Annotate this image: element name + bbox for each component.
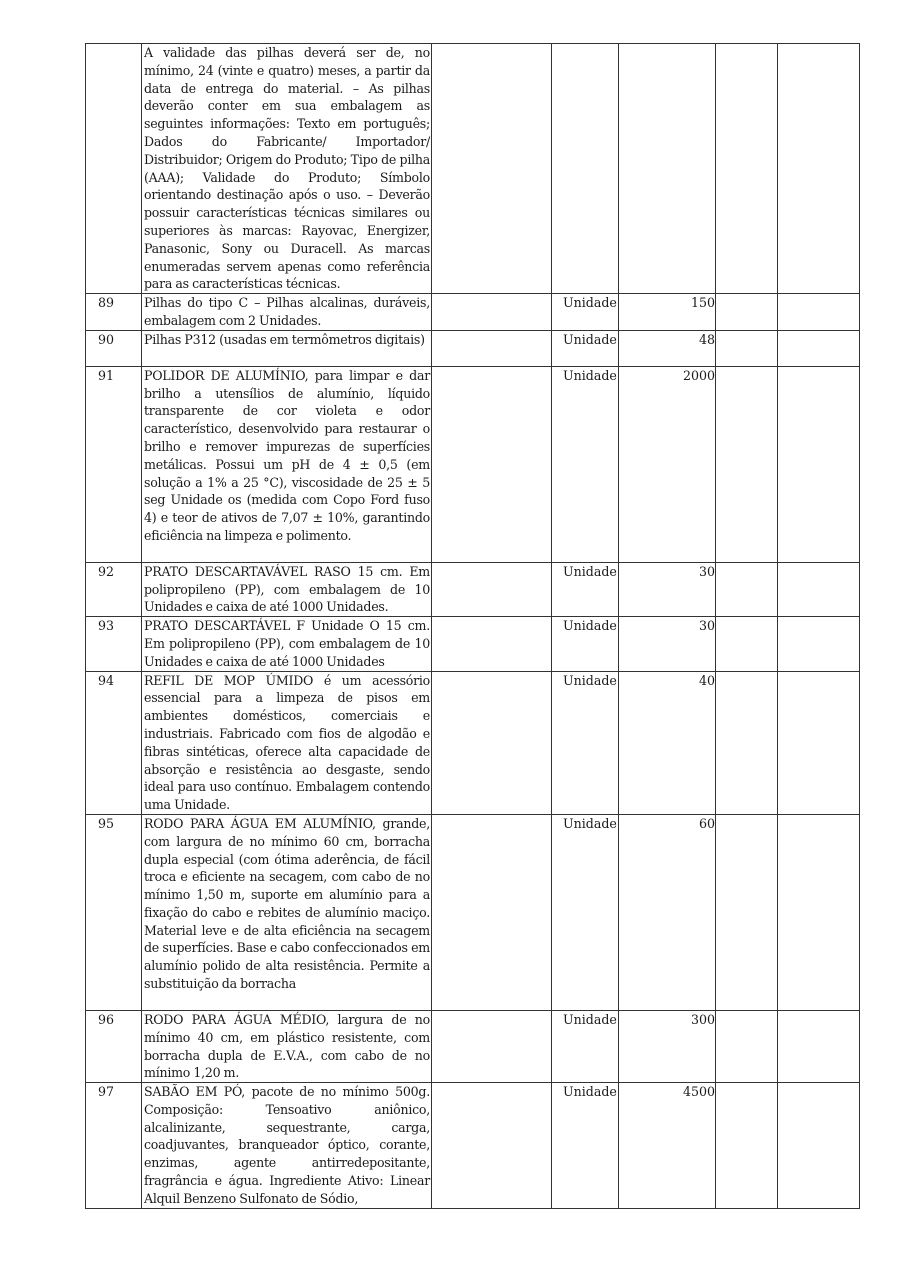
table-row [86,1010,860,1082]
item-quantity-cell [619,1083,716,1209]
item-description: PRATO DESCARTÁVEL F Unidade O 15 cm. Em polipropileno (PP), com embalagem de 10 Unidades e caixa de até 1000 Unidades [144,618,430,669]
item-unit: Unidade [563,331,617,347]
item-quantity-cell [619,814,716,1010]
empty-cell-brand [432,44,552,294]
item-number-cell [86,44,142,294]
item-quantity-cell [619,671,716,814]
item-quantity-cell [619,330,716,366]
item-description-cell [142,366,432,562]
table-row [86,294,860,331]
item-description-cell [142,562,432,616]
empty-cell-total-price [778,44,860,294]
item-number-cell [86,330,142,366]
item-description-cell [142,294,432,331]
item-description: RODO PARA ÁGUA MÉDIO, largura de no mínimo 40 cm, em plástico resistente, com borracha dupla de E.V.A., com cabo de no mínimo 1,20 m. [144,1011,430,1081]
empty-cell-brand [432,671,552,814]
empty-cell-brand [432,1010,552,1082]
item-quantity: 48 [698,331,715,347]
empty-cell-unit-price [716,294,778,331]
item-description: POLIDOR DE ALUMÍNIO, para limpar e dar brilho a utensílios de alumínio, líquido transparente de cor violeta e odor característico, desenvolvido para restaurar o brilho e remover impurezas de superfícies metálicas. Possui um pH de 4 ± 0,5 (em solução a 1% a 25 °C), viscosidade de 25 ± 5 seg Unidade os (medida com Copo Ford fuso 4) e teor de ativos de 7,07 ± 10%, garantindo eficiência na limpeza e polimento. [144,367,430,543]
empty-cell-total-price [778,1010,860,1082]
empty-cell-brand [432,294,552,331]
item-quantity: 2000 [682,367,715,383]
item-number-cell [86,617,142,671]
item-number-cell [86,814,142,1010]
item-number: 96 [98,1011,115,1027]
item-quantity: 60 [698,815,715,831]
item-description: REFIL DE MOP ÚMIDO é um acessório essencial para a limpeza de pisos em ambientes domésticos, comerciais e industriais. Fabricado com fios de algodão e fibras sintéticas, oferece alta capacidade de absorção e resistência ao desgaste, sendo ideal para uso contínuo. Embalagem contendo uma Unidade. [144,672,430,813]
item-description-cell [142,814,432,1010]
item-number: 92 [98,563,115,579]
empty-cell-brand [432,814,552,1010]
item-unit-cell [552,1010,619,1082]
item-quantity-cell [619,1010,716,1082]
item-number: 95 [98,815,115,831]
items-table [85,43,860,1209]
table-row [86,814,860,1010]
item-number: 91 [98,367,115,383]
item-number: 93 [98,618,115,634]
empty-cell-unit-price [716,1010,778,1082]
item-unit-cell [552,671,619,814]
item-quantity: 40 [698,672,715,688]
empty-cell-brand [432,562,552,616]
item-unit-cell [552,330,619,366]
item-unit-cell [552,294,619,331]
empty-cell-total-price [778,617,860,671]
item-unit: Unidade [563,1084,617,1100]
item-quantity-cell [619,44,716,294]
item-number-cell [86,562,142,616]
item-unit: Unidade [563,672,617,688]
item-quantity-cell [619,562,716,616]
table-row [86,366,860,562]
item-unit: Unidade [563,815,617,831]
item-unit-cell [552,366,619,562]
item-number: 89 [98,295,115,311]
item-quantity: 150 [690,295,715,311]
item-number: 97 [98,1084,115,1100]
item-unit: Unidade [563,618,617,634]
item-quantity-cell [619,617,716,671]
table-row [86,1083,860,1209]
item-number-cell [86,1083,142,1209]
table-row [86,330,860,366]
table-row [86,671,860,814]
item-description-cell [142,617,432,671]
empty-cell-brand [432,366,552,562]
empty-cell-total-price [778,330,860,366]
empty-cell-total-price [778,562,860,616]
item-description-cell [142,330,432,366]
item-unit: Unidade [563,1011,617,1027]
item-number: 90 [98,331,115,347]
empty-cell-unit-price [716,562,778,616]
item-number-cell [86,671,142,814]
item-quantity: 4500 [682,1084,715,1100]
empty-cell-unit-price [716,366,778,562]
empty-cell-unit-price [716,814,778,1010]
item-number-cell [86,294,142,331]
item-quantity: 300 [690,1011,715,1027]
item-description: PRATO DESCARTAVÁVEL RASO 15 cm. Em polipropileno (PP), com embalagem de 10 Unidades e caixa de até 1000 Unidades. [144,563,430,615]
empty-cell-brand [432,330,552,366]
item-quantity: 30 [698,618,715,634]
item-unit: Unidade [563,563,617,579]
item-unit-cell [552,1083,619,1209]
empty-cell-unit-price [716,617,778,671]
empty-cell-unit-price [716,671,778,814]
empty-cell-total-price [778,671,860,814]
item-description-cell [142,671,432,814]
empty-cell-total-price [778,366,860,562]
item-unit-cell [552,44,619,294]
table-row [86,44,860,294]
item-description-cell [142,44,432,294]
table-row [86,562,860,616]
empty-cell-total-price [778,1083,860,1209]
item-unit: Unidade [563,367,617,383]
item-unit-cell [552,814,619,1010]
item-description: Pilhas P312 (usadas em termômetros digitais) [144,331,425,347]
item-description: SABÃO EM PÓ, pacote de no mínimo 500g. Composição: Tensoativo aniônico, alcalinizante, sequestrante, carga, coadjuvantes, branqueador óptico, corante, enzimas, agente antirredepositante, fragrância e água. Ingrediente Ativo: Linear Alquil Benzeno Sulfonato de Sódio, [144,1084,430,1206]
item-number: 94 [98,672,115,688]
empty-cell-unit-price [716,330,778,366]
empty-cell-total-price [778,294,860,331]
empty-cell-brand [432,617,552,671]
item-number-cell [86,366,142,562]
items-table-body [86,44,860,1209]
empty-cell-total-price [778,814,860,1010]
empty-cell-unit-price [716,1083,778,1209]
item-description-cell [142,1010,432,1082]
item-description: A validade das pilhas deverá ser de, no mínimo, 24 (vinte e quatro) meses, a partir da data de entrega do material. – As pilhas deverão conter em sua embalagem as seguintes informações: Texto em português; Dados do Fabricante/ Importador/ Distribuidor; Origem do Produto; Tipo de pilha (AAA); Validade do Produto; Símbolo orientando destinação após o uso. – Deverão possuir características técnicas similares ou superiores às marcas: Rayovac, Energizer, Panasonic, Sony ou Duracell. As marcas enumeradas servem apenas como referência para as características técnicas. [144,45,430,292]
item-unit: Unidade [563,295,617,311]
item-quantity-cell [619,366,716,562]
table-row [86,617,860,671]
item-quantity: 30 [698,563,715,579]
item-unit-cell [552,617,619,671]
empty-cell-unit-price [716,44,778,294]
item-number-cell [86,1010,142,1082]
item-description: Pilhas do tipo C – Pilhas alcalinas, duráveis, embalagem com 2 Unidades. [144,295,430,328]
item-description: RODO PARA ÁGUA EM ALUMÍNIO, grande, com largura de no mínimo 60 cm, borracha dupla especial (com ótima aderência, de fácil troca e eficiente na secagem, com cabo de no mínimo 1,50 m, suporte em alumínio para a fixação do cabo e rebites de alumínio maciço. Material leve e de alta eficiência na secagem de superfícies. Base e cabo confeccionados em alumínio polido de alta resistência. Permite a substituição da borracha [144,815,430,992]
item-description-cell [142,1083,432,1209]
item-unit-cell [552,562,619,616]
empty-cell-brand [432,1083,552,1209]
item-quantity-cell [619,294,716,331]
